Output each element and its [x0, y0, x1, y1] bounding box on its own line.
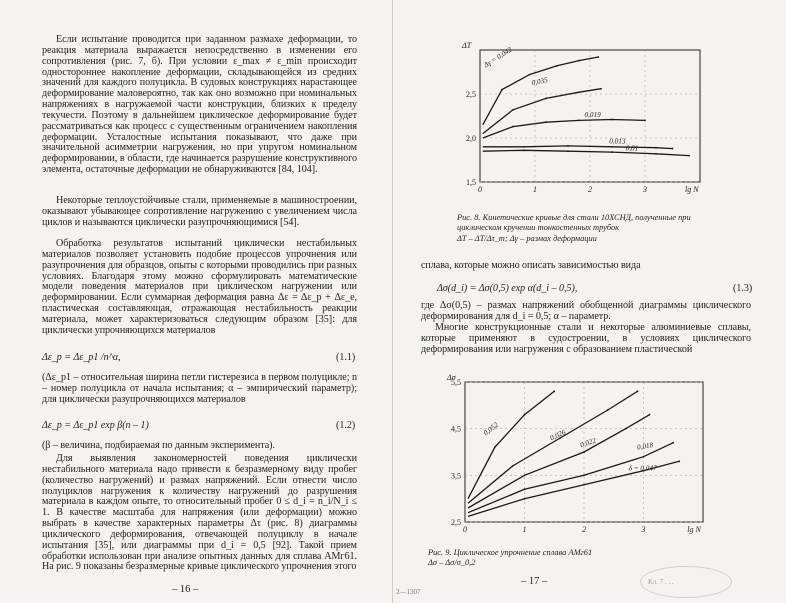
paragraph-processing: Обработка результатов испытаний циклически нестабильных материалов позволяет установить подобие процессов упрочнения или разупрочнения для образцов, опыты с которыми проводились при разных условиях. Благодаря этому можно сформулировать математические модели поведения материалов при циклическом нагружении или деформировании. Если суммарная деформация равна Δε = Δε_p + Δε_e, пластическая составляющая, отражающая нестабильность реакции материала, может характеризоваться следующим образом [35]: для циклически упрочняющихся материалов	[42, 238, 357, 336]
fig8-series-line-3	[483, 146, 673, 149]
fig9-y-tick-label: 3,5	[451, 471, 461, 481]
paragraph-heat-resistant: Некоторые теплоустойчивые стали, применяемые в машиностроении, оказывают убывающее сопротивление нагружению с увеличением числа циклов и называются циклически разупрочняющимися [54].	[42, 195, 357, 228]
fig8-data-point	[578, 91, 580, 93]
fig8-data-point	[523, 149, 525, 151]
fig9-data-point	[583, 474, 585, 476]
paragraph-cyclic-intro: Если испытание проводится при заданном размахе деформации, то реакция материала выражается непосредственно в изменении его сопротивления (рис. 7, б). При условии ε_max ≠ ε_min происходит одностороннее накопление деформации, складывающейся из средних значений для каждого полуцикла. В судовых конструкциях нарастающее деформирование маловероятно, так как оно возможно при номинальных напряжениях в нагружаемой части конструкции, близких к пределу текучести. Поэтому в дальнейшем циклическое деформирование будет рассматриваться как процесс с существенным ограничением накопления деформации. Усталостные испытания показывают, что даже при значительной асимметрии нагружения, но при упругом номинальном деформировании, в области, где начинается разрушение конструктивного элемента, остаточные деформации не обнаруживаются [84, 104].	[42, 34, 357, 176]
fig8-data-point	[578, 60, 580, 62]
fig8-data-point	[567, 145, 569, 147]
equation-1-1-number: (1.1)	[336, 352, 356, 363]
fig8-x-tick-label: 2	[588, 185, 592, 194]
figure-9-caption: Рис. 9. Циклическое упрочнение сплава АМг61	[428, 548, 593, 557]
fig9-data-point	[607, 409, 609, 411]
fig9-series-label-2: 0,022	[579, 436, 598, 450]
fig9-x-tick-label: 2	[582, 525, 586, 534]
fig9-x-tick-label: lg N	[687, 525, 701, 534]
fig8-data-point	[545, 98, 547, 100]
fig8-series-label-1: 0,035	[531, 75, 549, 88]
figure-9-legend-caption: Δσ – Δσ/σ_0,2	[428, 558, 476, 567]
signature-mark: 2—1307	[396, 588, 421, 596]
page-number-17: – 17 –	[521, 576, 548, 587]
fig9-data-point	[625, 428, 627, 430]
fig9-y-tick-label: 4,5	[451, 424, 461, 434]
fig8-data-point	[688, 155, 690, 157]
fig8-data-point	[578, 120, 580, 122]
paragraph-eq1-explanation: (Δε_p1 – относительная ширина петли гистерезиса в первом полуцикле; n – номер полуцикла от начала испытания; α – эмпирический параметр); для циклически разупрочняющихся материалов	[42, 372, 357, 405]
figure-8-legend-caption: ΔT – ΔT/Δτ_т; Δγ – размах деформации	[457, 234, 597, 243]
paragraph-alloy: сплава, которые можно описать зависимостью вида	[421, 260, 641, 271]
fig8-series-line-4	[483, 150, 689, 155]
fig9-data-point	[672, 442, 674, 444]
page-number-16: – 16 –	[172, 584, 199, 595]
fig9-y-axis-label: Δσ	[447, 373, 456, 382]
fig9-data-point	[524, 414, 526, 416]
fig8-data-point	[545, 121, 547, 123]
fig9-series-label-1: 0,026	[548, 428, 567, 443]
fig9-y-tick-label: 2,5	[451, 518, 461, 527]
fig8-y-axis-label: ΔT	[462, 41, 472, 50]
fig9-y-tick-label: 5,5	[451, 378, 461, 387]
fig8-data-point	[501, 89, 503, 91]
fig9-x-tick-label: 1	[522, 525, 527, 534]
fig9-data-point	[553, 390, 555, 392]
fig8-series-label-2: 0,019	[584, 110, 601, 119]
fig8-y-tick-label: 2,0	[466, 134, 476, 143]
paragraph-regularities: Для выявления закономерностей поведения циклически нестабильного материала надо привести к безразмерному виду пробег (количество нагружений) и размах напряжений. Если отнести число полуциклов нагружения к количеству нагружений до разрушения материала в каждом опыте, то относительный пробег 0 ≤ d_i = n_i/N_i ≤ 1. В качестве масштаба для напряжения (или деформации) можно выбрать в качестве характерных параметры Δτ (рис. 8) диаграммы циклического деформирования, отвечающей полуциклу в начале испытания [35], или диаграммы при d_i = 0,5 [92]. Такой прием обработки использован при анализе опытных данных для сплава АМг61. На рис. 9 показаны безразмерные кривые циклического упрочнения этого	[42, 453, 357, 573]
fig9-data-point	[583, 484, 585, 486]
fig9-series-label-0: 0,052	[482, 420, 500, 438]
fig8-data-point	[512, 126, 514, 128]
fig9-data-point	[494, 446, 496, 448]
fig8-y-tick-label: 1,5	[466, 178, 476, 187]
equation-1-3-number: (1.3)	[733, 283, 753, 294]
equation-1-3: Δσ(d_i) = Δσ(0,5) exp α(d_i – 0,5),	[437, 283, 578, 294]
right-page	[393, 0, 786, 603]
fig9-data-point	[637, 390, 639, 392]
fig8-data-point	[512, 109, 514, 111]
fig8-series-line-0	[483, 57, 599, 125]
fig8-data-point	[672, 148, 674, 150]
fig8-y-tick-label: 2,5	[466, 90, 476, 99]
fig8-data-point	[556, 65, 558, 67]
equation-1-2: Δε_p = Δε_p1 exp β(n – 1)	[42, 420, 149, 431]
fig9-data-point	[524, 498, 526, 500]
fig8-data-point	[567, 150, 569, 152]
paragraph-beta: (β – величина, подбираемая по данным эксперимента).	[42, 440, 275, 451]
fig8-x-tick-label: 0	[478, 185, 482, 194]
fig9-data-point	[649, 414, 651, 416]
fig8-data-point	[597, 56, 599, 58]
fig8-data-point	[611, 151, 613, 153]
fig8-data-point	[644, 120, 646, 122]
fig9-data-point	[643, 456, 645, 458]
equation-1-2-number: (1.2)	[336, 420, 356, 431]
fig9-series-label-3: 0,018	[636, 440, 654, 452]
fig8-series-label-3: 0,013	[609, 137, 626, 146]
fig8-data-point	[523, 146, 525, 148]
fig9-data-point	[512, 465, 514, 467]
figure-9-chart	[433, 372, 723, 542]
fig9-data-point	[583, 451, 585, 453]
fig8-data-point	[655, 147, 657, 149]
fig9-x-tick-label: 3	[641, 525, 646, 534]
fig8-x-tick-label: 1	[533, 185, 537, 194]
paragraph-structural-steels: Многие конструкционные стали и некоторые алюминиевые сплавы, которые применяют в судостроении, в условиях циклического деформирования или нагружения с образованием пластической	[421, 322, 751, 355]
paragraph-where: где Δσ(0,5) – размах напряжений обобщенной диаграммы циклического деформирования для d_i = 0,5; α – параметр.	[421, 300, 751, 322]
fig8-data-point	[611, 146, 613, 148]
fig9-data-point	[524, 474, 526, 476]
figure-8-chart	[450, 42, 710, 202]
fig8-series-label-4: 0,01	[625, 144, 639, 153]
fig8-x-tick-label: 3	[643, 185, 647, 194]
fig8-series-line-1	[483, 89, 601, 134]
fig8-data-point	[611, 119, 613, 121]
fig8-series-label-0: Δγ = 0,042	[482, 45, 514, 70]
fig9-series-label-4: δ = 0,047	[628, 464, 657, 473]
figure-8-caption: Рис. 8. Кинетические кривые для стали 10ХСНД, полученные при циклическом кручении тонкостенных трубок	[457, 213, 691, 232]
fig8-data-point	[529, 74, 531, 76]
equation-1-1: Δε_p = Δε_p1 /n^α,	[42, 352, 121, 363]
fig8-series-line-2	[483, 120, 645, 139]
library-stamp-text: Кл. 7 . . .	[648, 578, 674, 586]
fig8-data-point	[655, 153, 657, 155]
fig9-series-line-1	[468, 391, 638, 503]
fig9-x-tick-label: 0	[463, 525, 467, 534]
fig8-x-tick-label: lg N	[684, 185, 699, 194]
fig9-data-point	[678, 460, 680, 462]
fig9-data-point	[524, 488, 526, 490]
fig8-data-point	[600, 88, 602, 90]
